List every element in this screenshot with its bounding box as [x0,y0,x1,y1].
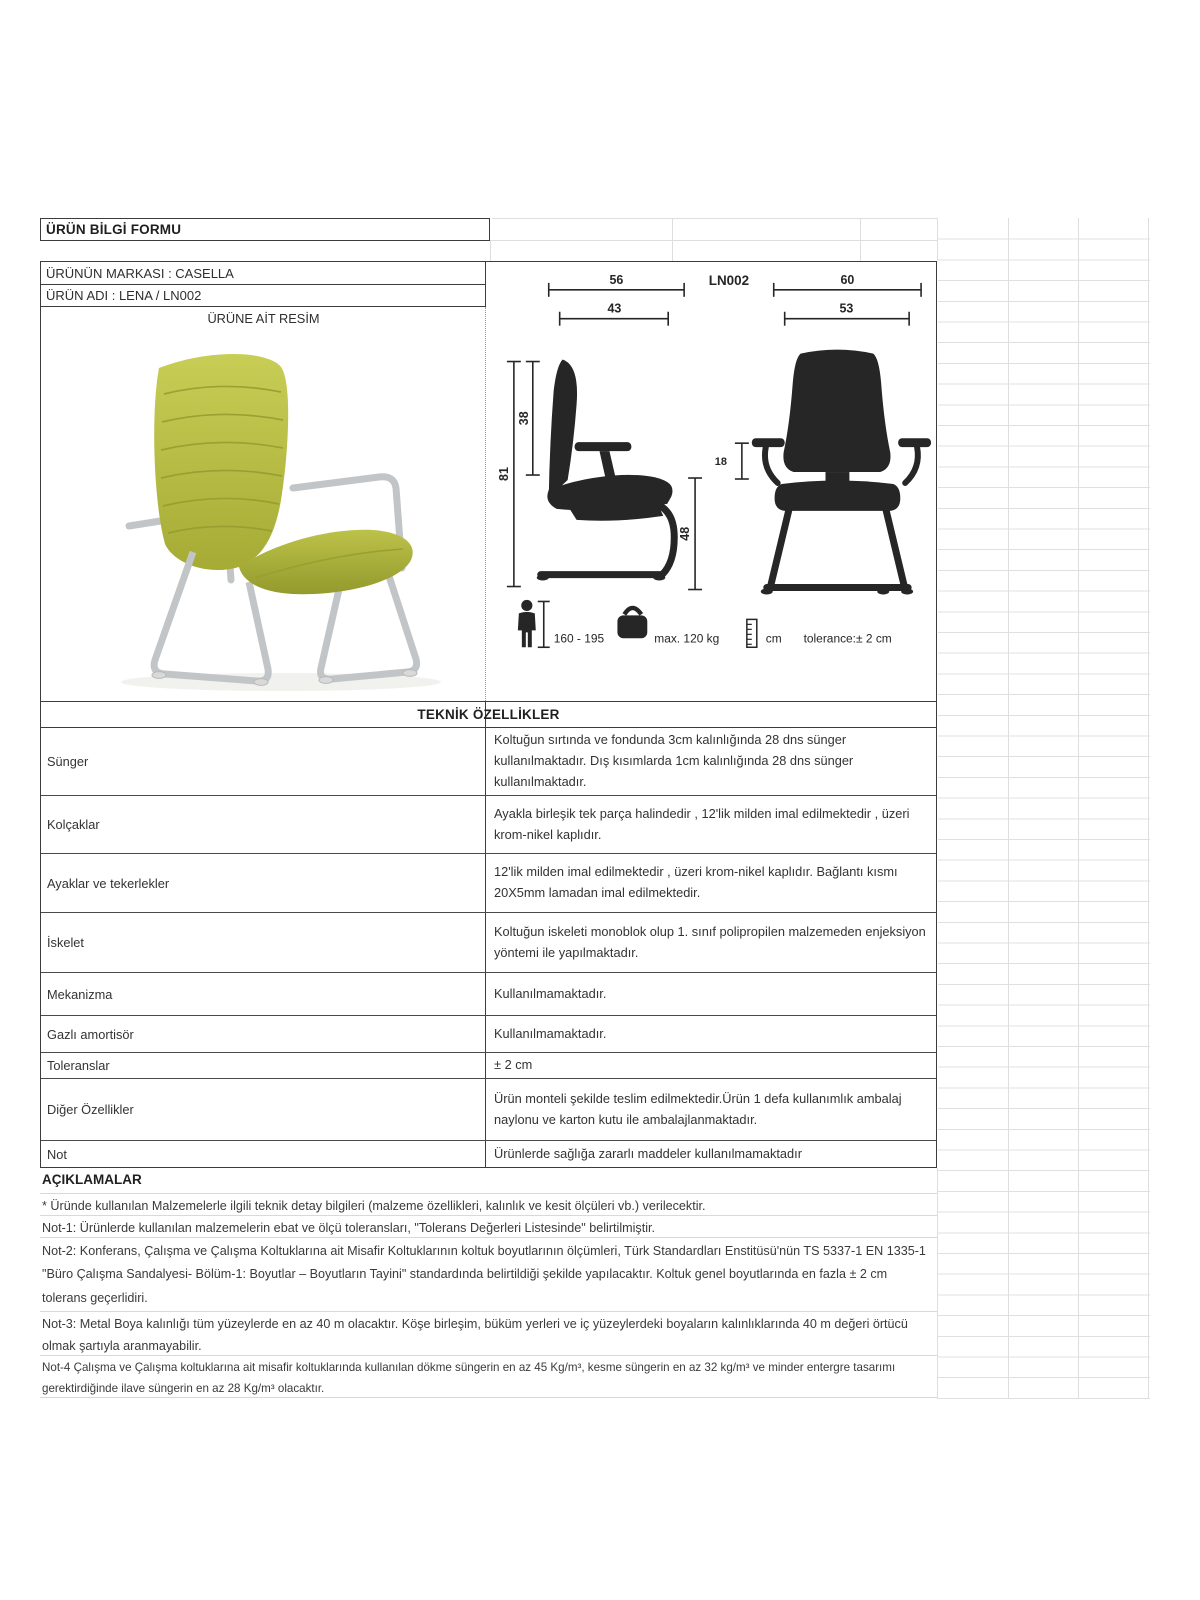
spec-value: Koltuğun iskeleti monoblok olup 1. sınıf polipropilen malzemeden enjeksiyon yöntemi ile yapılmaktadır. [494,923,926,960]
technical-drawing-panel [487,262,937,701]
measure-unit-label: cm [765,631,782,646]
tolerance-label: tolerance:± 2 cm [803,631,892,646]
note-item: Not-3: Metal Boya kalınlığı tüm yüzeylerde en az 40 m olacaktır. Köşe birleşim, büküm yerleri ve iç yüzeylerdeki boyaların kalınlıklarında 40 m değeri örtücü olmak şartıyla aranmayabilir. [42,1317,908,1353]
note-item: * Üründe kullanılan Malzemelerle ilgili teknik detay bilgileri (malzeme özellikleri, kalınlık ve kesit ölçüleri vb.) verilecektir. [42,1199,706,1213]
table-row [41,973,936,1016]
dim-front-width-label: 60 [840,272,855,287]
spec-value: Ayakla birleşik tek parça halindedir , 12'lik milden imal edilmektedir , üzeri krom-nikel kaplıdır. [494,805,910,842]
note-separator [40,1397,937,1398]
table-row [41,913,936,973]
spec-value: Koltuğun sırtında ve fondunda 3cm kalınlığında 28 dns sünger kullanılmaktadır. Dış kısımlarda 1cm kalınlığında 28 dns sünger kullanılmaktadır. [494,732,854,789]
dimension-drawing [487,262,937,701]
note-item: Not-2: Konferans, Çalışma ve Çalışma Koltuklarına ait Misafir Koltuklarının koltuk boyutlarının ölçümleri, Türk Standardları Enstitüsü'nün TS 5337-1 EN 1335-1 "Büro Çalışma Sandalyesi- Bölüm-1: Boyutlar – Boyutların Tayini" standardında belirtildiği şekilde yapılacaktır. Koltuk genel boyutlarında en fazla ± 2 cm tolerans geçerlidiri. [42,1244,926,1305]
dim-side-depth-label: 56 [609,272,624,287]
max-weight-label: max. 120 kg [654,631,720,646]
note-separator [40,1237,937,1238]
spec-value: Ürünlerde sağlığa zararlı maddeler kullanılmamaktadır [494,1145,802,1161]
main-table-box [40,261,937,1168]
spec-label: Kolçaklar [47,817,100,832]
table-row [41,1141,936,1167]
front-foot [877,589,889,595]
grid-col-line [937,1168,938,1399]
product-photo [41,330,485,700]
spec-value: 12'lik milden imal edilmektedir , üzeri krom-nikel kaplıdır. Bağlantı kısmı 20X5mm lamadan imal edilmektedir. [494,864,898,900]
table-row [41,1053,936,1079]
product-name-cell [41,285,486,307]
ruler-icon [747,619,757,647]
grid-row-line [492,218,938,219]
grid-col-line [1148,218,1149,1399]
column-divider-top [485,262,486,307]
spec-label: Gazlı amortisör [47,1026,134,1042]
grid-col-line [490,241,491,261]
note-item: Not-4 Çalışma ve Çalışma koltuklarına ait misafir koltuklarında kullanılan dökme süngerin en az 45 Kg/m³, kesme süngerin en az 32 kg/m³ ve minder entergre tasarımı gerektirdiğinde ilave süngerin en az 28 Kg/m³ olacaktır. [42,1361,896,1395]
note-item: Not-1: Ürünlerde kullanılan malzemelerin ebat ve ölçü toleransları, "Tolerans Değerleri Listesinde" belirtilmiştir. [42,1221,656,1235]
dim-total-height-label: 81 [496,467,511,481]
spec-label: Toleranslar [47,1058,110,1073]
table-row [41,728,936,796]
dim-side-seat-depth-label: 43 [607,301,622,316]
person-icon [518,600,536,647]
note-separator [40,1215,937,1216]
image-label-text: ÜRÜNE AİT RESİM [207,311,320,326]
grid-col-line [1008,218,1009,1399]
column-divider-dotted [485,307,486,701]
front-foot [761,589,773,595]
spec-label: Ayaklar ve tekerlekler [47,875,170,891]
brand-text: ÜRÜNÜN MARKASI : CASELLA [46,265,234,281]
spec-label: İskelet [47,935,84,950]
chair-photo-illustration [41,330,485,700]
dim-seat-height-label: 48 [678,526,693,541]
model-code-label: LN002 [708,272,750,288]
side-foot [653,575,665,581]
spec-label: Sünger [47,754,89,769]
note-separator [40,1355,937,1356]
table-row [41,796,936,854]
spec-value: Ürün monteli şekilde teslim edilmektedir.Ürün 1 defa kullanımlık ambalaj naylonu ve karton kutu ile ambalajlanmaktadır. [494,1090,902,1127]
dim-arm-height-label: 18 [714,456,727,469]
front-foot [901,589,913,595]
grid-row-band [938,219,1150,1399]
spec-value: Kullanılmamaktadır. [494,1025,607,1041]
note-separator [40,1193,937,1194]
weight-icon [617,608,647,638]
form-title: ÜRÜN BİLGİ FORMU [40,218,490,241]
weight-unit-label: kg [626,623,639,635]
notes-header: AÇIKLAMALAR [42,1172,142,1187]
note-separator [40,1311,937,1312]
person-height-range-label: 160 - 195 [553,631,605,646]
spec-value: ± 2 cm [494,1057,533,1073]
brand-cell [41,262,486,285]
image-label-cell [41,307,486,330]
dim-back-height-label: 38 [516,411,531,426]
grid-col-line [1078,218,1079,1399]
side-view-silhouette [547,360,672,521]
tech-specs-header: TEKNİK ÖZELLİKLER [41,701,936,728]
table-row [41,1079,936,1141]
dim-front-seat-width-label: 53 [839,301,854,316]
spec-label: Mekanizma [47,986,113,1002]
product-name-text: ÜRÜN ADI : LENA / LN002 [46,288,202,303]
spec-label: Not [47,1146,67,1162]
front-view-silhouette [752,350,931,511]
side-foot [537,575,549,581]
spec-value: Kullanılmamaktadır. [494,985,607,1001]
table-row [41,854,936,913]
table-row [41,1016,936,1053]
spec-label: Diğer Özellikler [47,1102,134,1117]
